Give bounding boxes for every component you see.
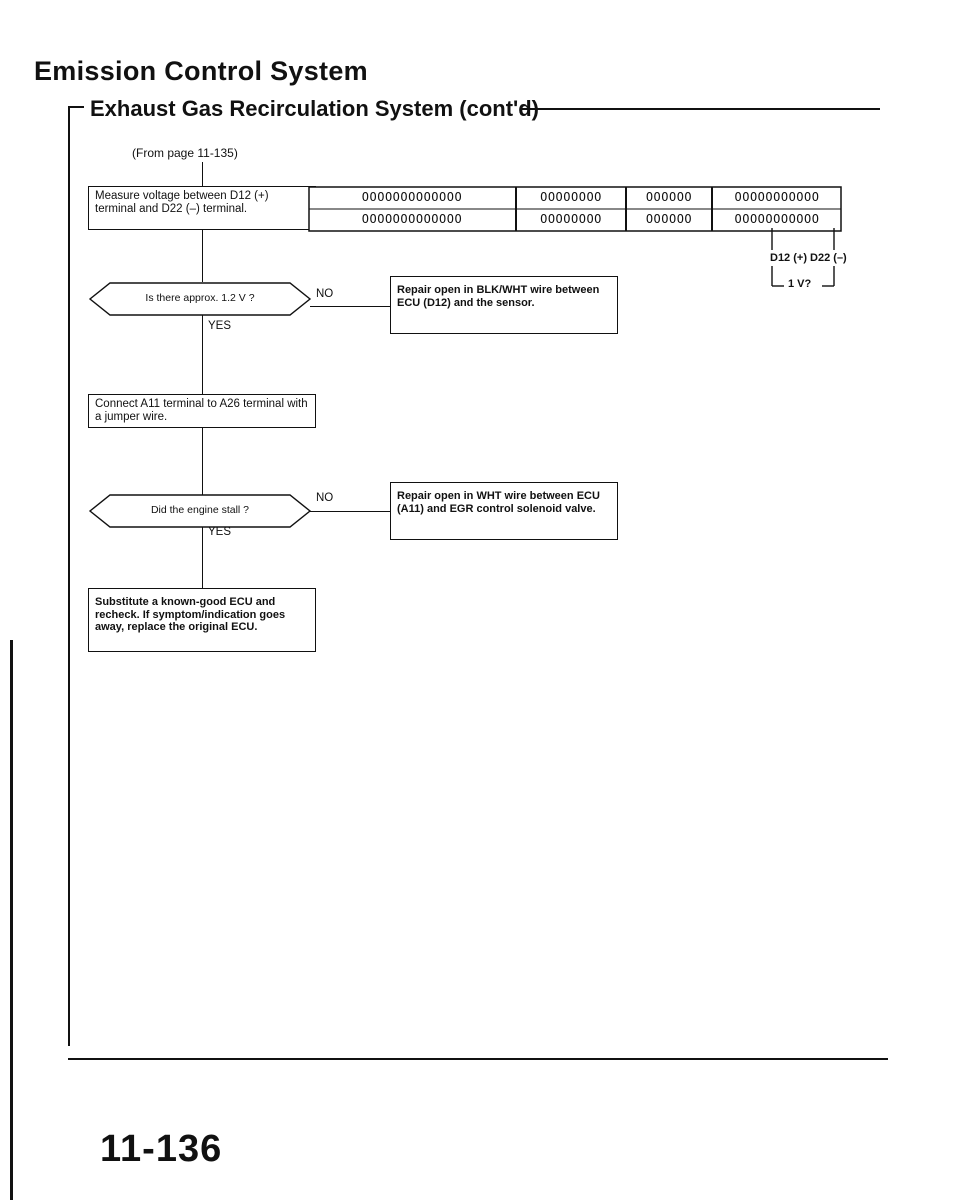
flow-line-no xyxy=(310,306,390,307)
flow-line-no xyxy=(310,511,390,512)
decision-no-label: NO xyxy=(316,288,334,300)
decision-yes-label: YES xyxy=(208,320,232,332)
page-number: 11-136 xyxy=(100,1128,223,1170)
repair-blk-wht-wire: Repair open in BLK/WHT wire between ECU (D12) and the sensor. xyxy=(390,276,618,334)
frame-left-rule xyxy=(68,106,70,1046)
step-substitute-ecu: Substitute a known-good ECU and recheck. If symptom/indication goes away, replace the original ECU. xyxy=(88,588,316,652)
step-measure-voltage: Measure voltage between D12 (+) terminal and D22 (–) terminal. xyxy=(88,186,316,230)
pin-row-bottom: OOOOOOOOOOOOO xyxy=(361,212,463,226)
from-page-note: (From page 11-135) xyxy=(132,146,238,160)
page-title: Emission Control System xyxy=(34,56,368,86)
pin-row-bottom: OOOOOOOO xyxy=(540,212,602,226)
frame-top-tick xyxy=(68,106,84,108)
flow-line xyxy=(202,524,203,588)
pin-row-top: OOOOOOOOOOO xyxy=(734,190,820,204)
decision-voltage-question: Is there approx. 1.2 V ? xyxy=(145,292,255,304)
pin-row-top: OOOOOOOOOOOOO xyxy=(361,190,463,204)
flow-line xyxy=(202,230,203,282)
page-edge-bar xyxy=(10,640,13,1200)
repair-wht-wire: Repair open in WHT wire between ECU (A11) and EGR control solenoid valve. xyxy=(390,482,618,540)
flow-line xyxy=(202,162,203,186)
voltage-reading-label: 1 V? xyxy=(788,278,812,290)
pin-row-bottom: OOOOOO xyxy=(645,212,693,226)
step-connect-jumper: Connect A11 terminal to A26 terminal with a jumper wire. xyxy=(88,394,316,428)
subtitle-rule xyxy=(520,108,880,110)
decision-no-label: NO xyxy=(316,492,334,504)
pin-label-d12-d22: D12 (+) D22 (–) xyxy=(770,252,847,264)
section-subtitle: Exhaust Gas Recirculation System (cont'd) xyxy=(90,96,540,121)
footer-rule xyxy=(68,1058,888,1060)
pin-row-top: OOOOOOOO xyxy=(540,190,602,204)
probe-leads xyxy=(748,226,868,326)
decision-stall-question: Did the engine stall ? xyxy=(150,504,250,516)
flow-line xyxy=(202,314,203,394)
pin-row-bottom: OOOOOOOOOOO xyxy=(734,212,820,226)
pin-row-top: OOOOOO xyxy=(645,190,693,204)
decision-yes-label: YES xyxy=(208,526,232,538)
